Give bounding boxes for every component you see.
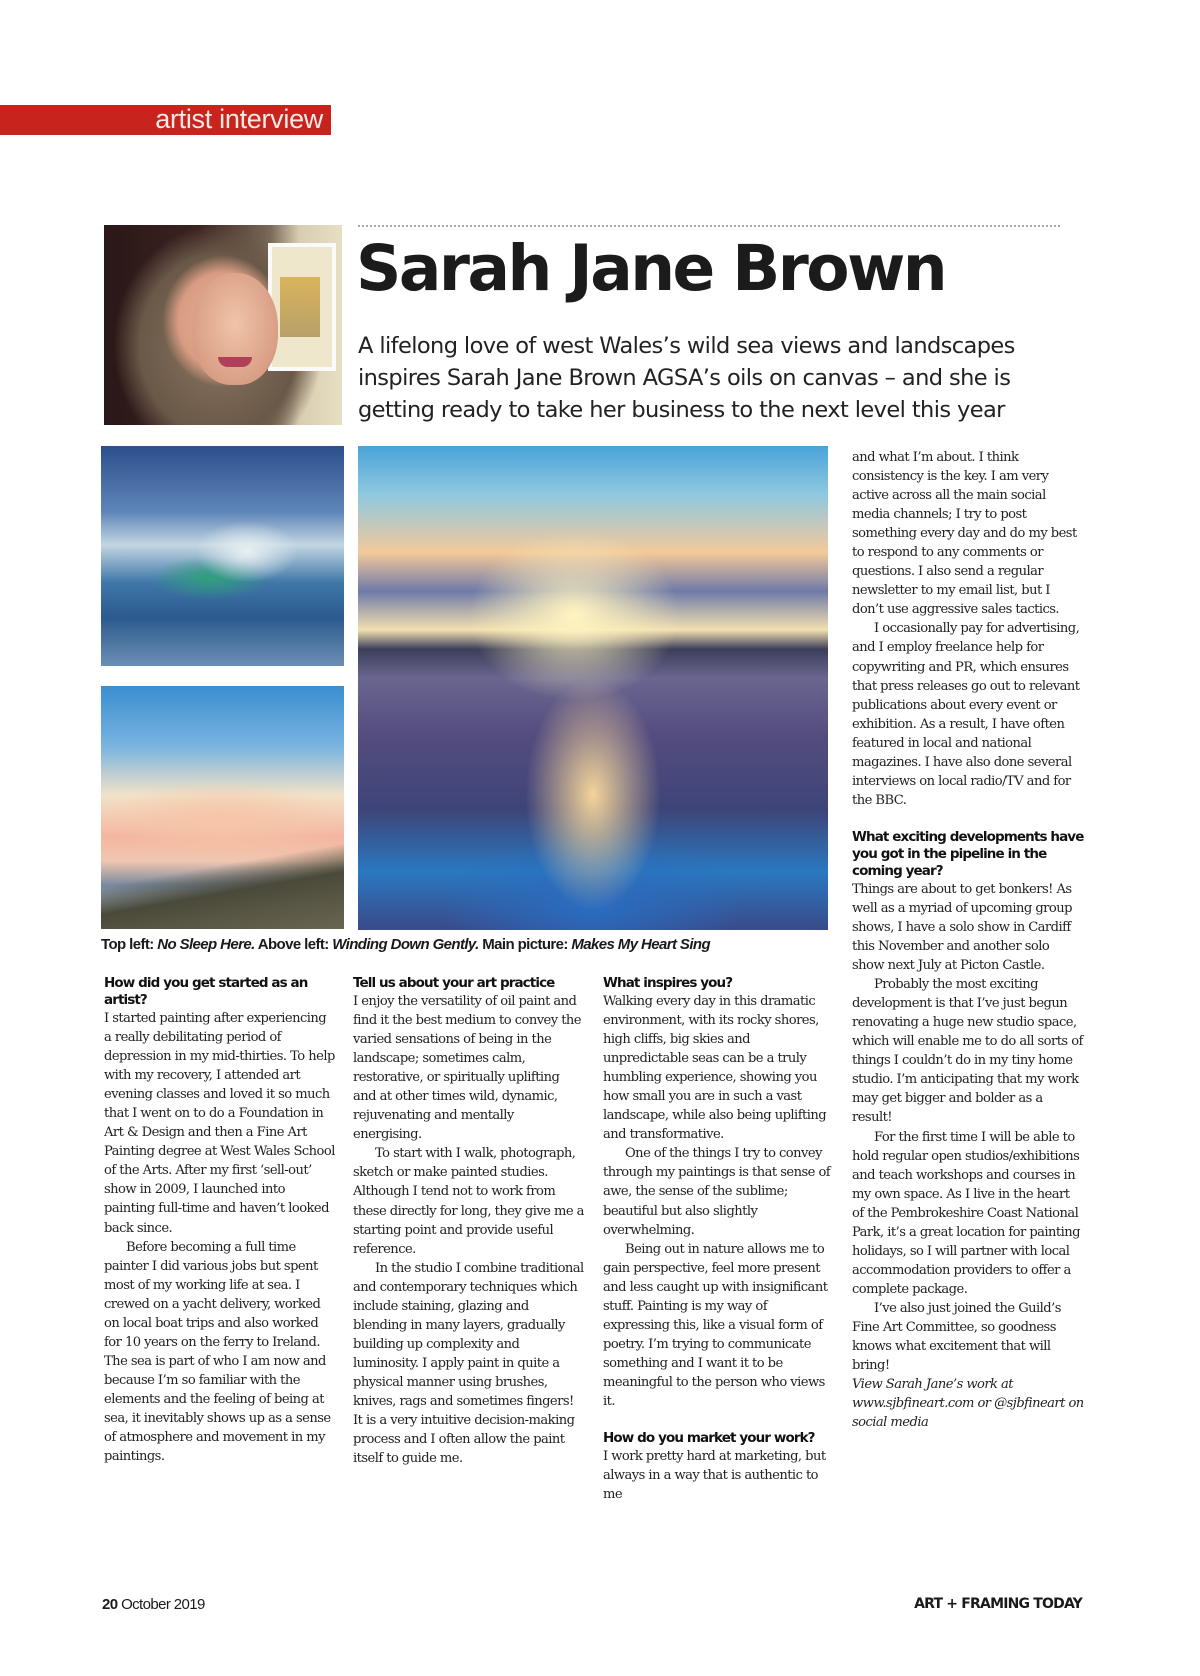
caption-label-above-left: Above left:	[257, 936, 329, 953]
question-heading: How do you market your work?	[603, 1430, 815, 1447]
background-framed-painting	[268, 243, 336, 371]
issue-date: October 2019	[121, 1596, 205, 1613]
artist-portrait-photo	[104, 225, 342, 425]
answer-paragraph: I work pretty hard at marketing, but always in a way that is authentic to me	[603, 1449, 826, 1503]
painting-makes-my-heart-sing	[358, 446, 828, 930]
image-caption	[101, 936, 710, 953]
answer-paragraph: For the first time I will be able to hold regular open studios/exhibitions and teach workshops and courses in my own space. As I live in the heart of the Pembrokeshire Coast National Park, it’s a great location for painting holidays, so I will partner with local accommodation providers to offer a complete package.	[852, 1129, 1080, 1297]
article-column-1	[104, 975, 336, 1466]
question-heading: Tell us about your art practice	[353, 975, 555, 991]
caption-label-main: Main picture:	[482, 936, 568, 953]
article-column-3	[603, 975, 835, 1504]
article-column-4	[852, 448, 1084, 1432]
article-column-2	[353, 975, 585, 1468]
answer-paragraph: One of the things I try to convey through my paintings is that sense of awe, the sense of the sublime; beautiful but also slightly overwhelming.	[603, 1146, 831, 1238]
answer-paragraph: I started painting after experiencing a really debilitating period of depression in my mid-thirties. To help with my recovery, I attended art evening classes and loved it so much that I went on to do a Foundation in Art & Design and then a Fine Art Painting degree at West Wales School of the Arts. After my first ‘sell-out’ show in 2009, I launched into painting full-time and haven’t looked back since.	[104, 1011, 335, 1236]
answer-paragraph: To start with I walk, photograph, sketch or make painted studies. Although I tend not to work from these directly for long, they give me a starting point and provide useful reference.	[353, 1146, 584, 1257]
answer-paragraph: In the studio I combine traditional and contemporary techniques which include staining, glazing and blending in many layers, gradually building up complexity and luminosity. I apply paint in quite a physical manner using brushes, knives, rags and sometimes fingers! It is a very intuitive decision-making process and I often allow the paint itself to guide me.	[353, 1260, 584, 1467]
question-heading: What inspires you?	[603, 975, 733, 991]
dotted-divider	[358, 225, 1060, 227]
artist-smile	[218, 357, 252, 367]
caption-title-main: Makes My Heart Sing	[571, 936, 711, 953]
page-number: 20	[102, 1596, 118, 1613]
section-tag-label: artist interview	[155, 104, 323, 134]
answer-paragraph: I’ve also just joined the Guild’s Fine Art Committee, so goodness knows what excitement that will bring!	[852, 1300, 1061, 1374]
question-heading: How did you get started as an artist?	[104, 975, 308, 1008]
answer-paragraph: I occasionally pay for advertising, and I employ freelance help for copywriting and PR, which ensures that press releases go out to relevant publications about every event or exhibition. As a result, I have often featured in local and national magazines. I have also done several interviews on local radio/TV and for the BBC.	[852, 621, 1080, 808]
website-credit: View Sarah Jane’s work at www.sjbfineart.com or @sjbfineart on social media	[852, 1377, 1084, 1431]
artist-face	[192, 273, 278, 385]
answer-paragraph: Being out in nature allows me to gain perspective, feel more present and less caught up with insignificant stuff. Painting is my way of expressing this, like a visual form of poetry. I’m trying to communicate something and I want it to be meaningful to the person who views it.	[603, 1241, 828, 1409]
caption-title-top-left: No Sleep Here.	[157, 936, 255, 953]
answer-paragraph: and what I’m about. I think consistency is the key. I am very active across all the main social media channels; I try to post something every day and do my best to respond to any comments or questions. I also send a regular newsletter to my email list, but I don’t use aggressive sales tactics.	[852, 450, 1077, 618]
article-title: Sarah Jane Brown	[356, 232, 946, 305]
answer-paragraph: I enjoy the versatility of oil paint and find it the best medium to convey the varied sensations of being in the landscape; sometimes calm, restorative, or spiritually uplifting and at other times wild, dynamic, rejuvenating and mentally energising.	[353, 994, 582, 1143]
caption-title-above-left: Winding Down Gently.	[332, 936, 479, 953]
painting-winding-down-gently	[101, 686, 344, 929]
answer-paragraph: Walking every day in this dramatic environment, with its rocky shores, high cliffs, big skies and unpredictable seas can be a truly humbling experience, showing you how small you are in such a vast landscape, while also being uplifting and transformative.	[603, 994, 827, 1143]
answer-paragraph: Before becoming a full time painter I did various jobs but spent most of my working life at sea. I crewed on a yacht delivery, worked on local boat trips and also worked for 10 years on the ferry to Ireland. The sea is part of who I am now and because I’m so familiar with the elements and the feeling of being at sea, it inevitably shows up as a sense of atmosphere and movement in my paintings.	[104, 1239, 331, 1465]
answer-paragraph: Probably the most exciting development is that I’ve just begun renovating a huge new studio space, which will enable me to do all sorts of things I couldn’t do in my tiny home studio. I’m anticipating that my work may get bigger and bolder as a result!	[852, 977, 1083, 1126]
answer-paragraph: Things are about to get bonkers! As well as a myriad of upcoming group shows, I have a solo show in Cardiff this November and another solo show next July at Picton Castle.	[852, 881, 1072, 974]
publication-name: ART + FRAMING TODAY	[914, 1596, 1082, 1612]
page-footer-folio	[102, 1596, 205, 1613]
section-tag	[0, 105, 331, 135]
caption-label-top-left: Top left:	[101, 936, 154, 953]
painting-no-sleep-here	[101, 446, 344, 666]
article-standfirst: A lifelong love of west Wales’s wild sea views and landscapes inspires Sarah Jane Brown AGSA’s oils on canvas – and she is getting ready to take her business to the next level this year	[358, 333, 1015, 423]
question-heading: What exciting developments have you got in the pipeline in the coming year?	[852, 828, 1084, 879]
